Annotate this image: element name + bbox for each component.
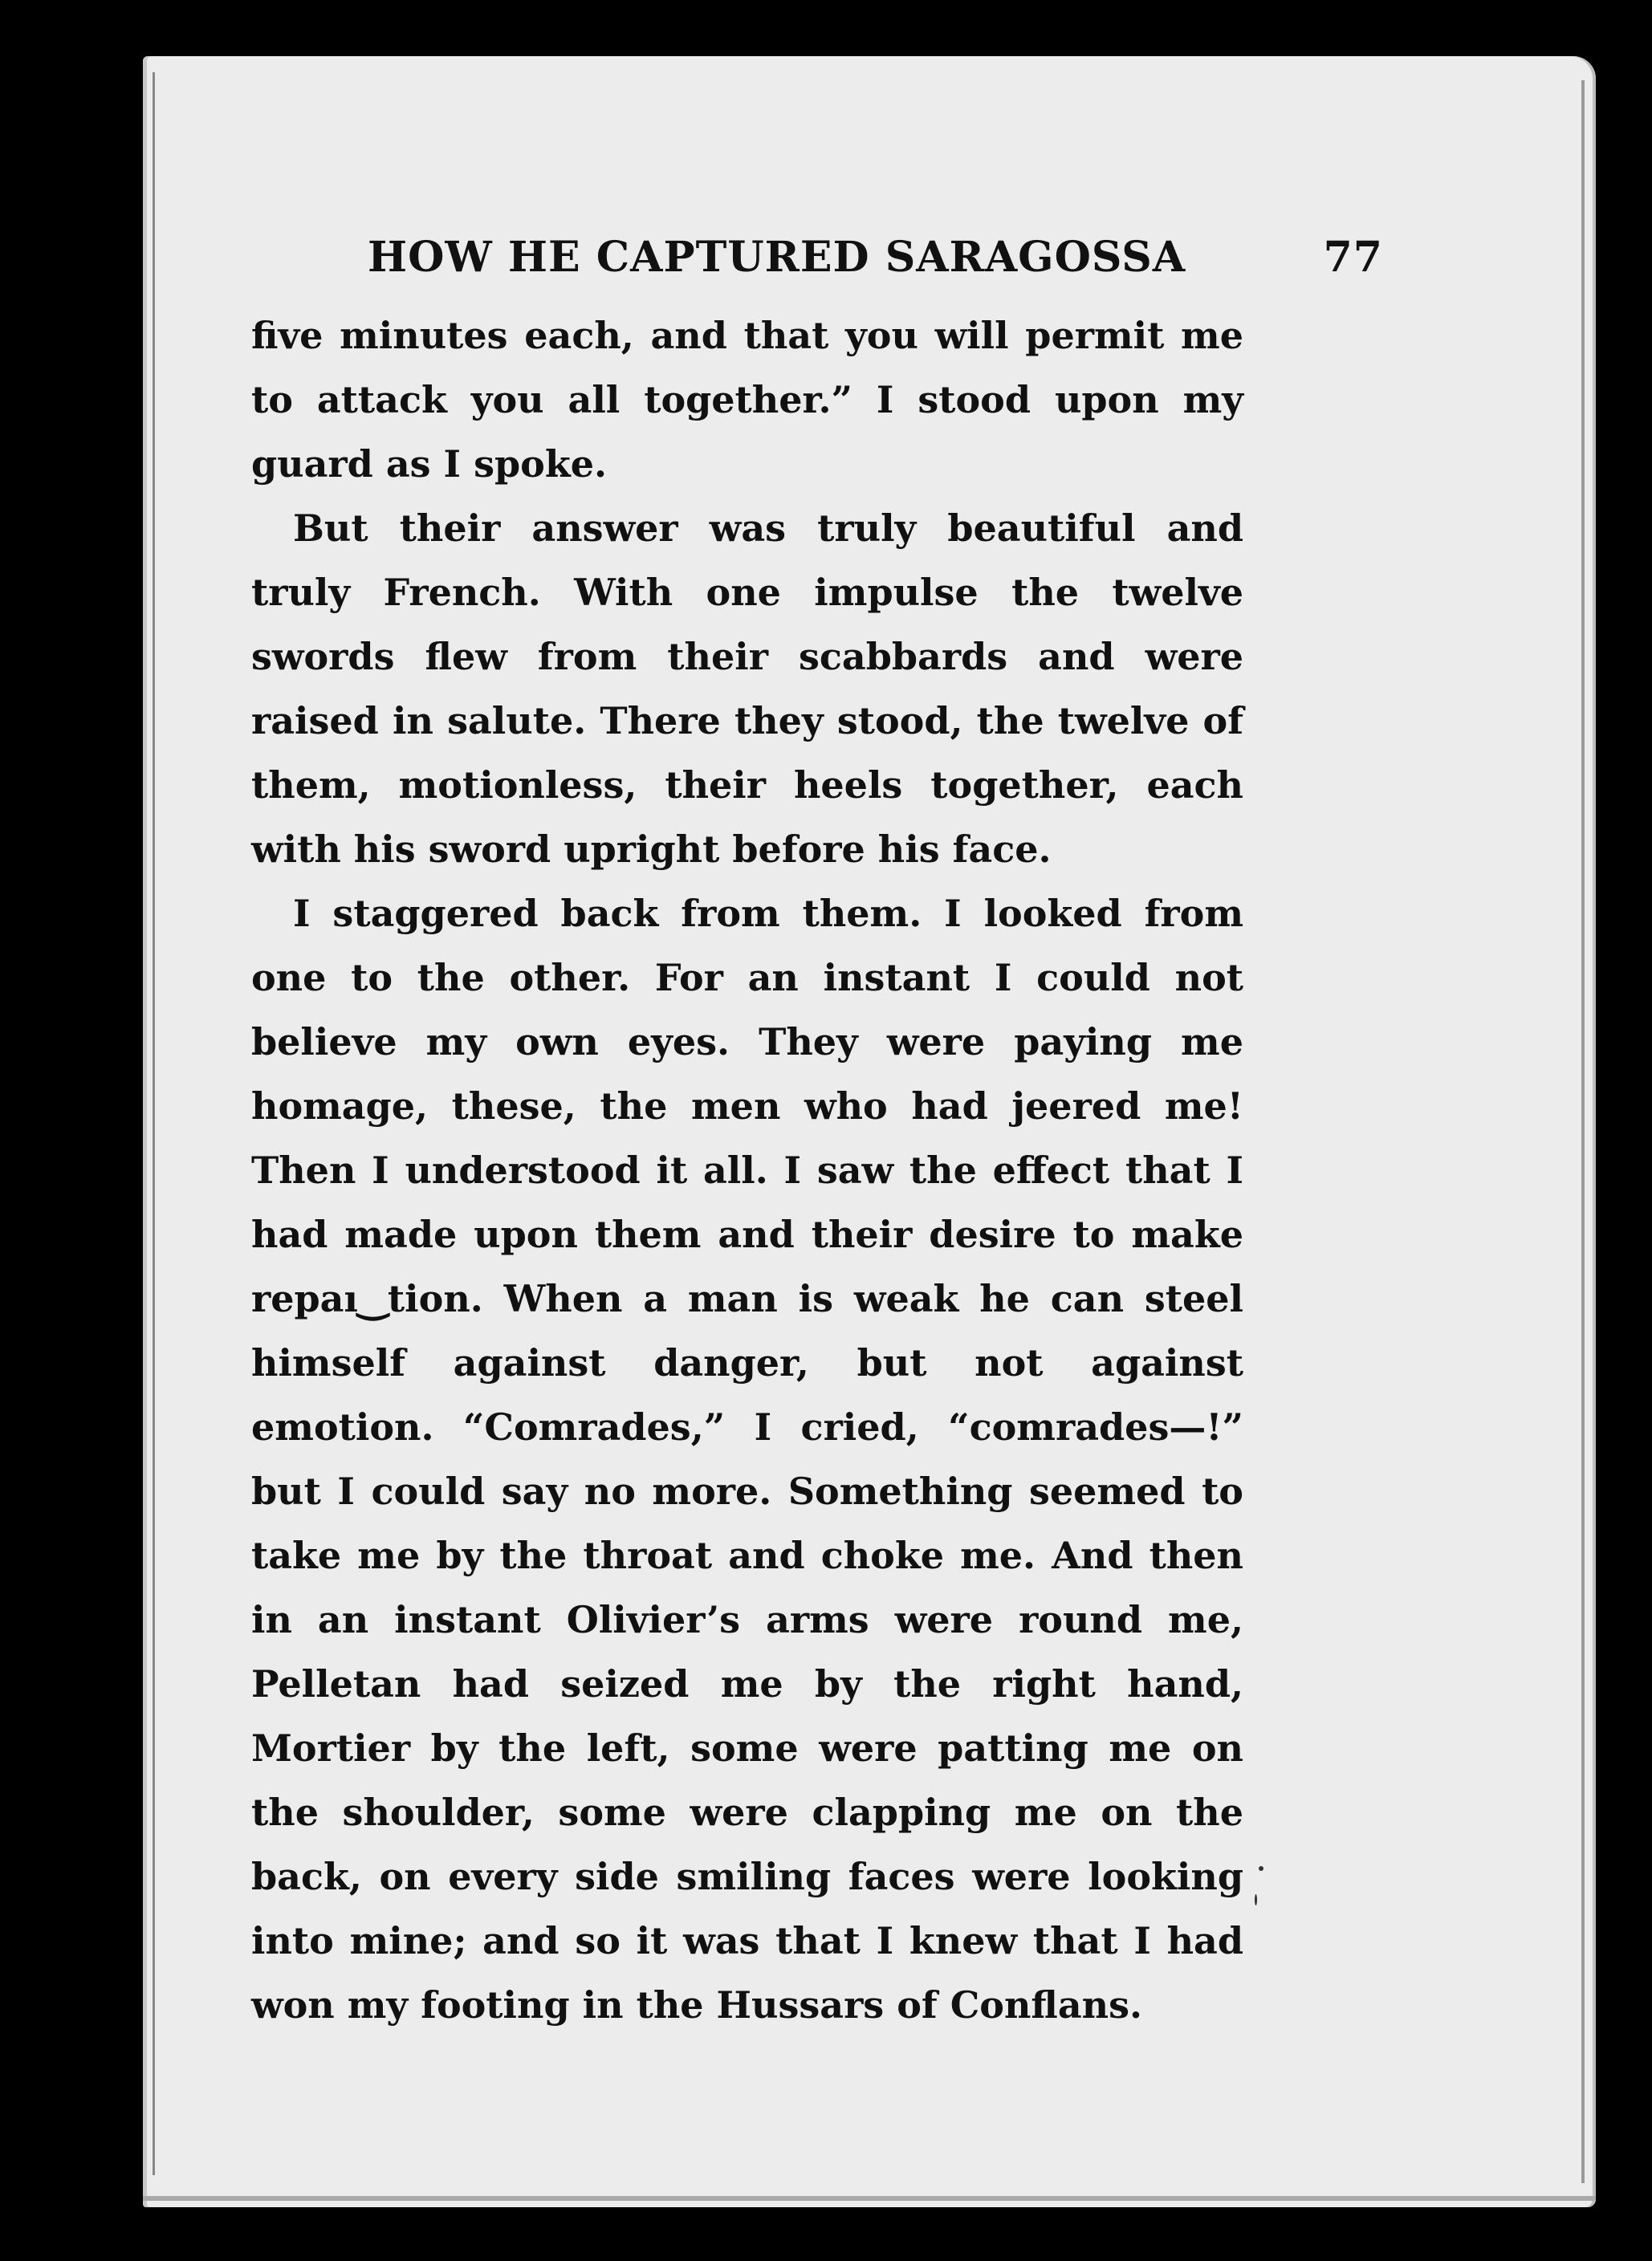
ink-speck <box>1259 1866 1263 1871</box>
body-text <box>251 303 1243 2037</box>
book-page <box>143 56 1596 2207</box>
page-bottom-edge <box>143 2196 1596 2201</box>
page-number: 77 <box>1323 233 1383 282</box>
paragraph: five minutes each, and that you will permit me to attack you all together.” I stood upon my guard as I spoke. <box>251 314 1243 486</box>
paragraph: I staggered back from them. I looked from one to the other. For an instant I could not believe my own eyes. They were paying me homage, these, the men who had jeered me! Then I understood it all. I saw the effect that I had made upon them and their desire to make repaı‿tion. When a man is weak he can steel himself against danger, but not against emotion. “Comrades,” I cried, “comrades—!” but I could say no more. Something seemed to take me by the throat and choke me. And then in an instant Olivier’s arms were round me, Pelletan had seized me by the right hand, Mortier by the left, some were patting me on the shoulder, some were clapping me on the back, on every side smiling faces were looking into mine; and so it was that I knew that I had won my footing in the Hussars of Conflans. <box>251 892 1243 2027</box>
paragraph: But their answer was truly beautiful and truly French. With one impulse the twelve swords flew from their scabbards and were raised in salute. There they stood, the twelve of them, motionless, their heels together, each with his sword upright before his face. <box>251 506 1243 871</box>
page-right-edge <box>1581 80 1585 2183</box>
page-fold-line <box>153 72 155 2175</box>
running-title: HOW HE CAPTURED SARAGOSSA <box>368 233 1186 282</box>
page-header <box>368 225 1383 289</box>
ink-speck <box>1255 1894 1257 1905</box>
